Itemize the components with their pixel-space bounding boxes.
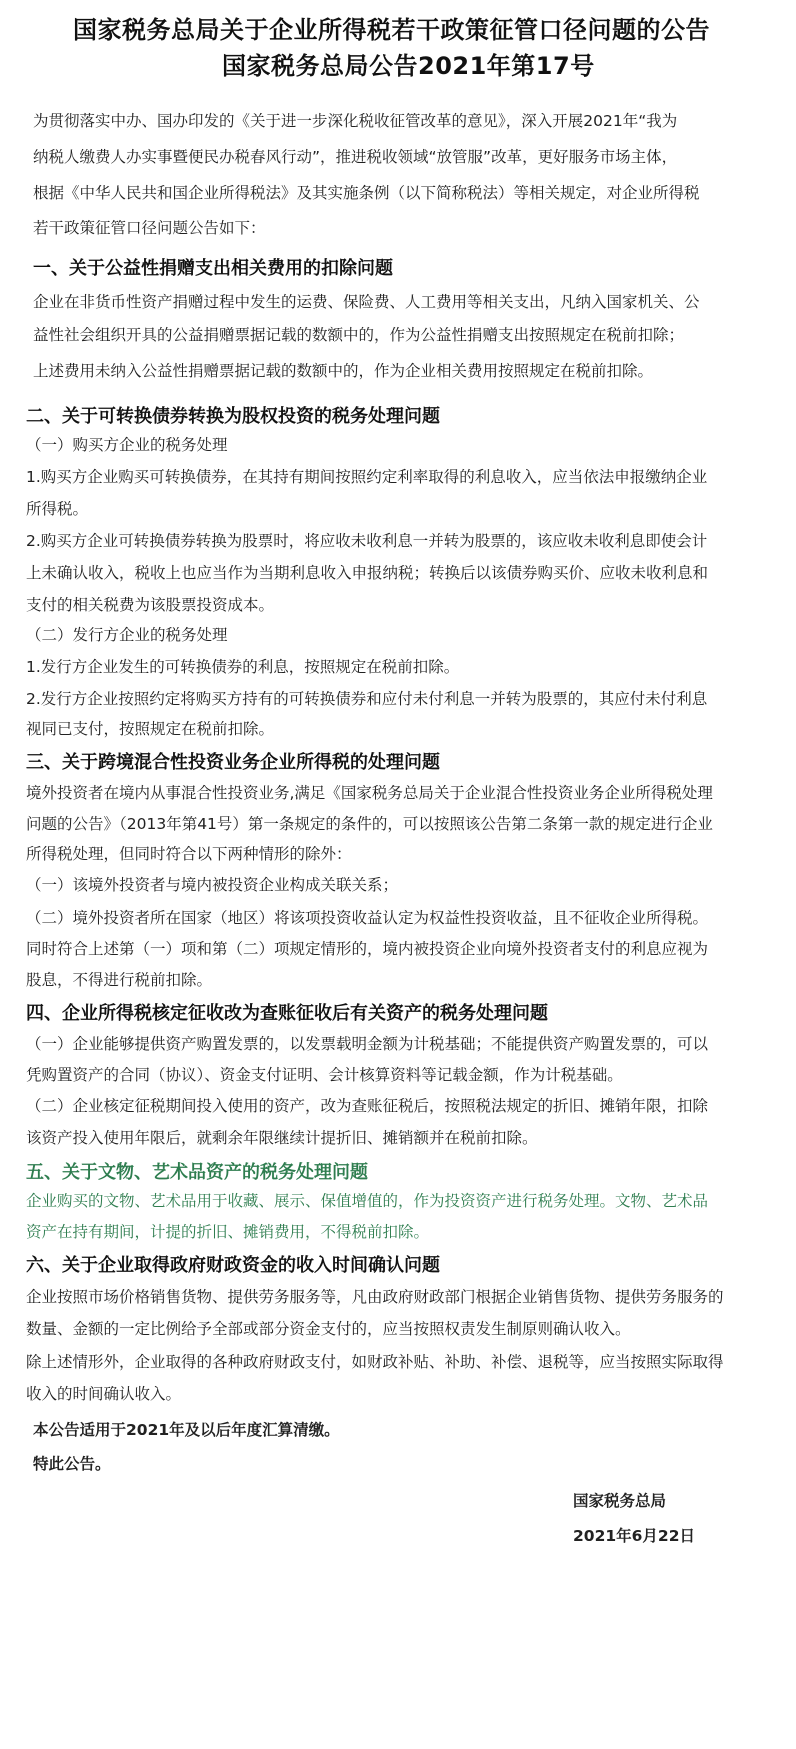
section-line: 1.购买方企业购买可转换债券，在其持有期间按照约定利率取得的利息收入，应当依法申报缴纳企业 [26,468,708,486]
section-line: 2.发行方企业按照约定将购买方持有的可转换债券和应付未付利息一并转为股票的，其应付未付利息 [26,690,708,708]
issuer-name: 国家税务总局 [573,1492,667,1510]
section-line: 企业按照市场价格销售货物、提供劳务服务等，凡由政府财政部门根据企业销售货物、提供劳务服务的 [26,1288,724,1306]
section-line: （二）境外投资者所在国家（地区）将该项投资收益认定为权益性投资收益，且不征收企业所得税。 [26,909,709,927]
section-line: 上未确认收入，税收上也应当作为当期利息收入申报纳税；转换后以该债券购买价、应收未收利息和 [26,564,709,582]
subsection-heading: （一）购买方企业的税务处理 [26,436,228,454]
section-heading: 一、关于公益性捐赠支出相关费用的扣除问题 [33,258,393,279]
closing-line: 特此公告。 [33,1455,111,1473]
section-line: 1.发行方企业发生的可转换债券的利息，按照规定在税前扣除。 [26,658,460,676]
section-line: 企业在非货币性资产捐赠过程中发生的运费、保险费、人工费用等相关支出，凡纳入国家机关、公 [33,293,700,311]
section-line: 上述费用未纳入公益性捐赠票据记载的数额中的，作为企业相关费用按照规定在税前扣除。 [33,362,654,380]
section-line: （一）该境外投资者与境内被投资企业构成关联关系； [26,876,399,894]
section-line: 问题的公告》（2013年第41号）第一条规定的条件的，可以按照该公告第二条第一款的规定进行企业 [26,815,713,833]
section-heading: 三、关于跨境混合性投资业务企业所得税的处理问题 [26,752,440,773]
section-line: 境外投资者在境内从事混合性投资业务,满足《国家税务总局关于企业混合性投资业务企业所得税处理 [26,784,713,802]
section-line-highlight: 企业购买的文物、艺术品用于收藏、展示、保值增值的，作为投资资产进行税务处理。文物、艺术品 [26,1192,709,1210]
section-line: （一）企业能够提供资产购置发票的，以发票载明金额为计税基础；不能提供资产购置发票的，可以 [26,1035,709,1053]
intro-line: 纳税人缴费人办实事暨便民办税春风行动”，推进税收领域“放管服”改革，更好服务市场主体， [33,148,678,166]
section-line: 2.购买方企业可转换债券转换为股票时，将应收未收利息一并转为股票的，该应收未收利息即使会计 [26,532,708,550]
section-line: 该资产投入使用年限后，就剩余年限继续计提折旧、摊销额并在税前扣除。 [26,1129,538,1147]
intro-line: 为贯彻落实中办、国办印发的《关于进一步深化税收征管改革的意见》，深入开展2021年“我为 [33,112,678,130]
section-line-highlight: 资产在持有期间，计提的折旧、摊销费用，不得税前扣除。 [26,1223,430,1241]
section-line: 所得税处理，但同时符合以下两种情形的除外： [26,845,352,863]
section-heading: 二、关于可转换债券转换为股权投资的税务处理问题 [26,406,440,427]
intro-line: 若干政策征管口径问题公告如下： [33,219,266,237]
section-line: 除上述情形外，企业取得的各种政府财政支付，如财政补贴、补助、补偿、退税等，应当按照实际取得 [26,1353,724,1371]
section-line: 益性社会组织开具的公益捐赠票据记载的数额中的，作为公益性捐赠支出按照规定在税前扣除； [33,326,685,344]
section-line: 支付的相关税费为该股票投资成本。 [26,596,275,614]
section-heading: 四、企业所得税核定征收改为查账征收后有关资产的税务处理问题 [26,1003,548,1024]
section-line: 数量、金额的一定比例给予全部或部分资金支付的，应当按照权责发生制原则确认收入。 [26,1320,631,1338]
doc-title: 国家税务总局关于企业所得税若干政策征管口径问题的公告 [73,16,710,44]
section-line: 所得税。 [26,500,89,518]
section-line: 股息，不得进行税前扣除。 [26,971,213,989]
doc-number: 国家税务总局公告2021年第17号 [222,52,595,80]
section-heading-highlight: 五、关于文物、艺术品资产的税务处理问题 [26,1162,368,1183]
closing-line: 本公告适用于2021年及以后年度汇算清缴。 [33,1421,340,1439]
section-line: 视同已支付，按照规定在税前扣除。 [26,720,275,738]
section-heading: 六、关于企业取得政府财政资金的收入时间确认问题 [26,1255,440,1276]
section-line: 同时符合上述第（一）项和第（二）项规定情形的，境内被投资企业向境外投资者支付的利息应视为 [26,940,709,958]
issue-date: 2021年6月22日 [573,1527,695,1545]
section-line: （二）企业核定征税期间投入使用的资产，改为查账征税后，按照税法规定的折旧、摊销年限，扣除 [26,1097,709,1115]
intro-line: 根据《中华人民共和国企业所得税法》及其实施条例（以下简称税法）等相关规定，对企业所得税 [33,184,700,202]
section-line: 凭购置资产的合同（协议）、资金支付证明、会计核算资料等记载金额，作为计税基础。 [26,1066,623,1084]
subsection-heading: （二）发行方企业的税务处理 [26,626,228,644]
section-line: 收入的时间确认收入。 [26,1385,182,1403]
